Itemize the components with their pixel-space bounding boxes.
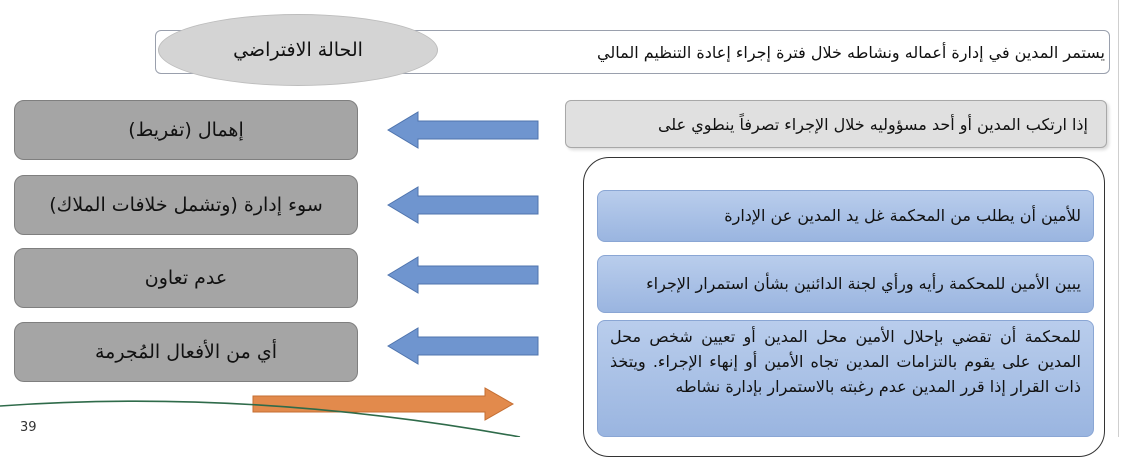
consequence-item xyxy=(597,320,1094,437)
consequence-item xyxy=(597,255,1094,313)
consequence-text: للأمين أن يطلب من المحكمة غل يد المدين عن الإدارة xyxy=(724,205,1081,225)
decorative-curve xyxy=(0,380,600,437)
left-arrow-icon xyxy=(388,110,540,150)
page-number: 39 xyxy=(20,420,37,435)
condition-box: إذا ارتكب المدين أو أحد مسؤوليه خلال الإجراء تصرفاً ينطوي على xyxy=(565,100,1107,148)
left-arrow-icon xyxy=(388,255,540,295)
default-case-label: الحالة الافتراضي xyxy=(158,14,438,86)
consequence-text: يبين الأمين للمحكمة رأيه ورأي لجنة الدائنين بشأن استمرار الإجراء xyxy=(646,273,1081,293)
left-arrow-icon xyxy=(388,185,540,225)
frame-border-line xyxy=(1118,0,1119,437)
cause-non-cooperation: عدم تعاون xyxy=(14,248,358,308)
default-case-text: يستمر المدين في إدارة أعماله ونشاطه خلال فترة إجراء إعادة التنظيم المالي xyxy=(597,42,1105,62)
cause-mismanagement: سوء إدارة (وتشمل خلافات الملاك) xyxy=(14,175,358,235)
cause-negligence: إهمال (تفريط) xyxy=(14,100,358,160)
cause-criminal-acts: أي من الأفعال المُجرمة xyxy=(14,322,358,382)
consequence-text: للمحكمة أن تقضي بإحلال الأمين محل المدين أو تعيين شخص محل المدين على يقوم بالتزامات المدين تجاه الأمين أو إنهاء الإجراء. ويتخذ ذات القرار إذا قرر المدين عدم رغبته بالاستمرار بإدارة نشاطه xyxy=(610,327,1081,396)
left-arrow-icon xyxy=(388,326,540,366)
consequence-item xyxy=(597,190,1094,242)
